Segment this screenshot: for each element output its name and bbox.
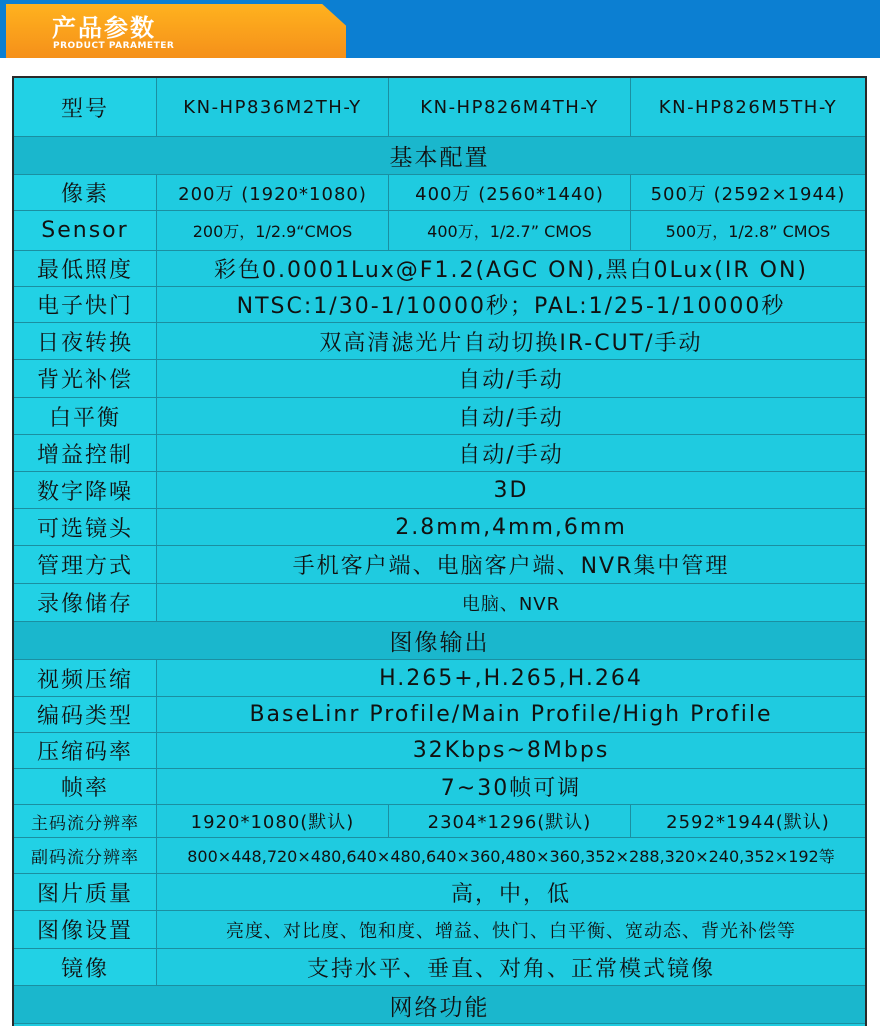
pixels-2: 400万 (2560*1440)	[389, 175, 631, 210]
pixels-1: 200万 (1920*1080)	[157, 175, 389, 210]
denoise-value: 3D	[157, 472, 865, 508]
day-night-value: 双高清滤光片自动切换IR-CUT/手动	[157, 323, 865, 359]
label-framerate: 帧率	[14, 769, 157, 804]
sensor-3: 500万，1/2.8” CMOS	[631, 211, 865, 250]
label-day-night: 日夜转换	[14, 323, 157, 359]
row-encoding	[14, 697, 865, 733]
label-white-balance: 白平衡	[14, 398, 157, 434]
label-main-resolution: 主码流分辨率	[14, 805, 157, 837]
label-min-illumination: 最低照度	[14, 251, 157, 286]
row-backlight	[14, 360, 865, 398]
row-model	[14, 78, 865, 137]
row-pixels	[14, 175, 865, 211]
row-compression	[14, 660, 865, 697]
label-sensor: Sensor	[14, 211, 157, 250]
spec-table	[12, 76, 867, 1026]
row-bitrate	[14, 733, 865, 769]
sensor-2: 400万，1/2.7” CMOS	[389, 211, 631, 250]
row-shutter	[14, 287, 865, 323]
section-image-title: 图像输出	[14, 622, 865, 659]
row-quality	[14, 874, 865, 911]
model-2: KN-HP826M4TH-Y	[389, 78, 631, 136]
section-network	[14, 986, 865, 1024]
label-model: 型号	[14, 78, 157, 136]
pixels-3: 500万 (2592×1944)	[631, 175, 865, 210]
label-gain: 增益控制	[14, 435, 157, 471]
row-day-night	[14, 323, 865, 360]
white-balance-value: 自动/手动	[157, 398, 865, 434]
row-mirror	[14, 949, 865, 986]
row-framerate	[14, 769, 865, 805]
row-management	[14, 546, 865, 584]
main-resolution-2: 2304*1296(默认)	[389, 805, 631, 837]
mirror-value: 支持水平、垂直、对角、正常模式镜像	[157, 949, 865, 985]
section-basic-title: 基本配置	[14, 137, 865, 174]
label-management: 管理方式	[14, 546, 157, 583]
backlight-value: 自动/手动	[157, 360, 865, 397]
row-sub-resolution	[14, 838, 865, 874]
header-banner	[0, 0, 880, 58]
main-resolution-1: 1920*1080(默认)	[157, 805, 389, 837]
label-bitrate: 压缩码率	[14, 733, 157, 768]
label-image-settings: 图像设置	[14, 911, 157, 948]
row-min-illumination	[14, 251, 865, 287]
min-illumination-value: 彩色0.0001Lux@F1.2(AGC ON),黑白0Lux(IR ON)	[157, 251, 865, 286]
banner-title: 产品参数	[52, 14, 156, 42]
row-main-resolution	[14, 805, 865, 838]
banner-subtitle: PRODUCT PARAMETER	[53, 41, 175, 51]
section-basic	[14, 137, 865, 175]
label-encoding: 编码类型	[14, 697, 157, 732]
label-backlight: 背光补偿	[14, 360, 157, 397]
image-settings-value: 亮度、对比度、饱和度、增益、快门、白平衡、宽动态、背光补偿等	[157, 911, 865, 948]
label-mirror: 镜像	[14, 949, 157, 985]
label-shutter: 电子快门	[14, 287, 157, 322]
row-sensor	[14, 211, 865, 251]
gain-value: 自动/手动	[157, 435, 865, 471]
row-white-balance	[14, 398, 865, 435]
sensor-1: 200万，1/2.9“CMOS	[157, 211, 389, 250]
label-quality: 图片质量	[14, 874, 157, 910]
label-sub-resolution: 副码流分辨率	[14, 838, 157, 873]
row-storage	[14, 584, 865, 622]
label-denoise: 数字降噪	[14, 472, 157, 508]
label-pixels: 像素	[14, 175, 157, 210]
row-image-settings	[14, 911, 865, 949]
sub-resolution-value: 800×448,720×480,640×480,640×360,480×360,352×288,320×240,352×192等	[157, 838, 865, 873]
management-value: 手机客户端、电脑客户端、NVR集中管理	[157, 546, 865, 583]
section-image	[14, 622, 865, 660]
row-denoise	[14, 472, 865, 509]
label-storage: 录像储存	[14, 584, 157, 621]
row-lens	[14, 509, 865, 546]
label-lens: 可选镜头	[14, 509, 157, 545]
shutter-value: NTSC:1/30-1/10000秒；PAL:1/25-1/10000秒	[157, 287, 865, 322]
quality-value: 高，中，低	[157, 874, 865, 910]
lens-value: 2.8mm,4mm,6mm	[157, 509, 865, 545]
compression-value: H.265+,H.265,H.264	[157, 660, 865, 696]
row-gain	[14, 435, 865, 472]
storage-value: 电脑、NVR	[157, 584, 865, 621]
encoding-value: BaseLinr Profile/Main Profile/High Profile	[157, 697, 865, 732]
model-3: KN-HP826M5TH-Y	[631, 78, 865, 136]
label-compression: 视频压缩	[14, 660, 157, 696]
main-resolution-3: 2592*1944(默认)	[631, 805, 865, 837]
model-1: KN-HP836M2TH-Y	[157, 78, 389, 136]
section-network-title: 网络功能	[14, 986, 865, 1023]
bitrate-value: 32Kbps~8Mbps	[157, 733, 865, 768]
framerate-value: 7~30帧可调	[157, 769, 865, 804]
